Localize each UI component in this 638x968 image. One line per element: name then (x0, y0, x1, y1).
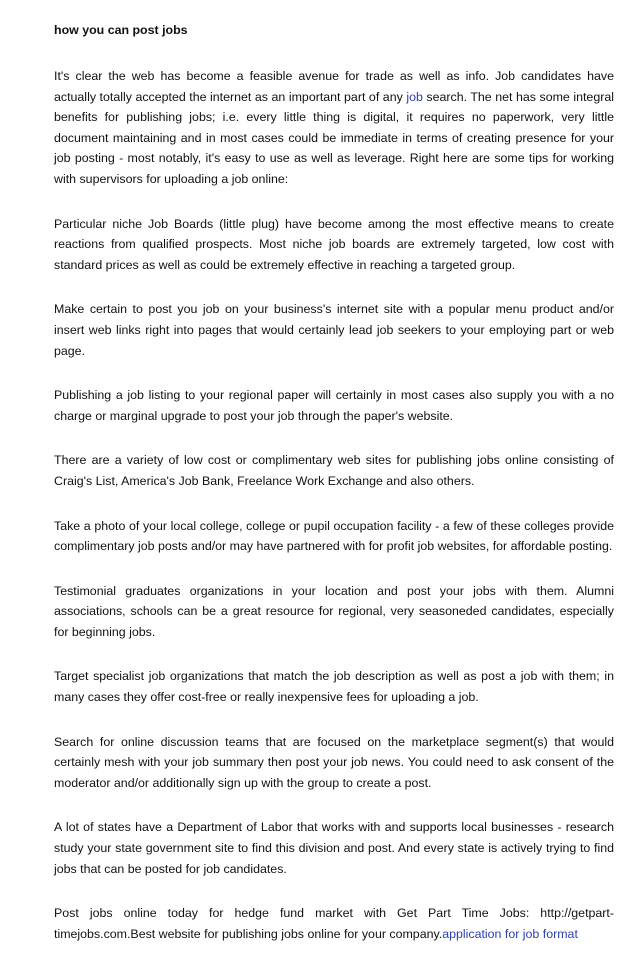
paragraph-college: Take a photo of your local college, college or pupil occupation facility - a few of these colleges provide complimentary job posts and/or may have partnered with for profit job websites, for affordable posting. (54, 518, 614, 554)
paragraph-discussion-teams: Search for online discussion teams that are focused on the marketplace segment(s) that would certainly mesh with your job summary then post your job news. You could need to ask consent of the moderator and/or additionally sign up with the group to create a post. (54, 734, 614, 790)
paragraph-free-sites: There are a variety of low cost or complimentary web sites for publishing jobs online consisting of Craig's List, America's Job Bank, Freelance Work Exchange and also others. (54, 453, 614, 488)
application-link[interactable]: application for job format (442, 926, 578, 941)
paragraph-alumni: Testimonial graduates organizations in your location and post your jobs with them. Alumni associations, schools can be a great resource for regional, very seasoneded candidates, especially for beginning jobs. (54, 583, 614, 639)
document-title: how you can post jobs (54, 23, 188, 37)
paragraph-text: search. The net has some integral benefits for publishing jobs; i.e. every little thing is digital, it requires no paperwork, very little document maintaining and in most cases could be immediate in terms of creating presence for your job posting - most notably, it's easy to use as well as leverage. Right here are some tips for working with supervisors for uploading a job online: (54, 89, 614, 186)
paragraph-company-site: Make certain to post you job on your business's internet site with a popular menu product and/or insert web links right into pages that would certainly lead job seekers to your employing part or web page. (54, 302, 614, 358)
paragraph-specialist-orgs: Target specialist job organizations that match the job description as well as post a job with them; in many cases they offer cost-free or really inexpensive fees for uploading a job. (54, 669, 614, 705)
paragraph-department-labor: A lot of states have a Department of Labor that works with and supports local businesses - research study your state government site to find this division and post. And every state is actively trying to find jobs that can be posted for job candidates. (54, 820, 614, 876)
paragraph-text: Post jobs online today for hedge fund market with Get Part Time Jobs: http://getpart-timejobs.com.Best website for publishing jobs online for your company. (54, 906, 614, 941)
paragraph-regional-paper: Publishing a job listing to your regional paper will certainly in most cases also supply you with a no charge or marginal upgrade to post your job through the paper's website. (54, 388, 614, 423)
document-page (54, 18, 614, 968)
paragraph-closing (54, 903, 614, 944)
job-link[interactable]: job (406, 89, 423, 104)
paragraph-niche-boards: Particular niche Job Boards (little plug) have become among the most effective means to create reactions from qualified prospects. Most niche job boards are extremely targeted, low cost with standard prices as well as could be extremely effective in reaching a targeted group. (54, 216, 614, 272)
paragraph-intro (54, 66, 614, 190)
paragraph-text: It's clear the web has become a feasible avenue for trade as well as info. Job candidates have actually totally accepted the internet as an important part of any (54, 69, 614, 104)
